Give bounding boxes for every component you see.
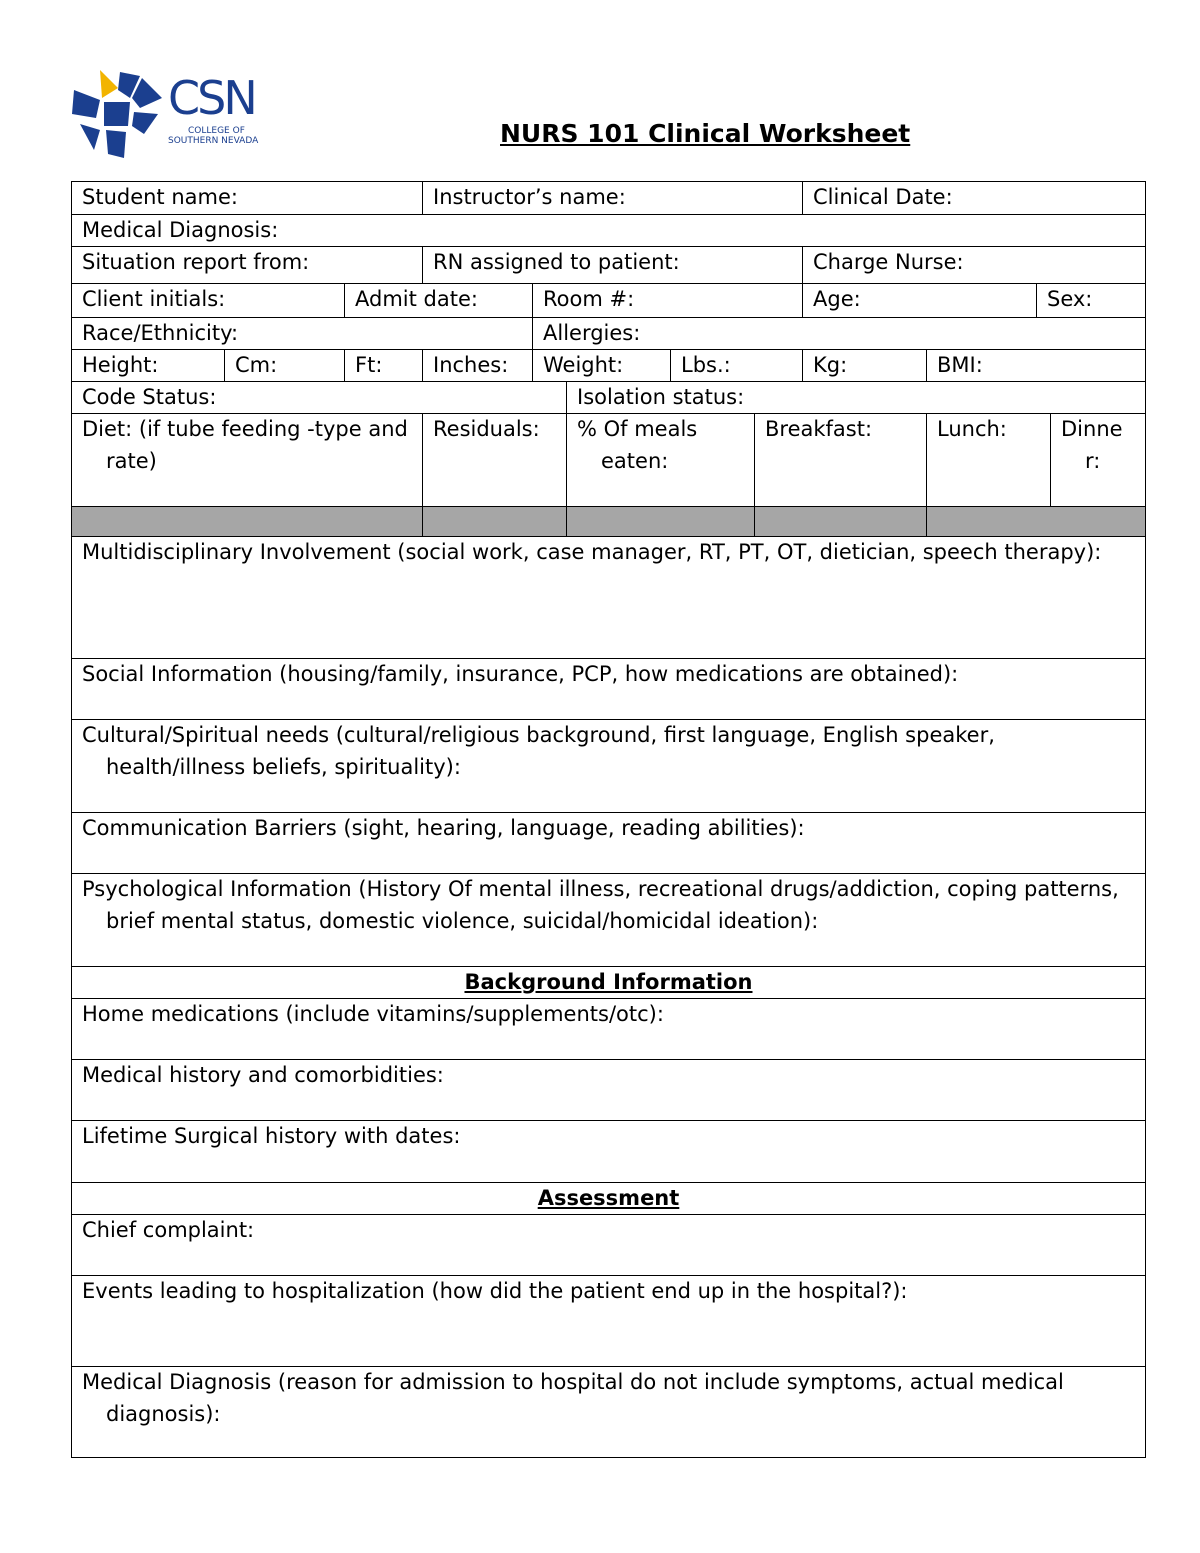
medical-diagnosis-field[interactable]: Medical Diagnosis: xyxy=(71,214,1146,247)
ft-field[interactable]: Ft: xyxy=(344,349,423,382)
clinical-date-field[interactable]: Clinical Date: xyxy=(802,181,1146,215)
kg-field[interactable]: Kg: xyxy=(802,349,927,382)
assessment-header: Assessment xyxy=(71,1182,1146,1215)
allergies-field[interactable]: Allergies: xyxy=(532,317,1146,350)
gray-divider-cell xyxy=(926,506,1146,537)
lunch-field[interactable]: Lunch: xyxy=(926,413,1051,507)
gray-divider-cell xyxy=(566,506,755,537)
logo-subtitle: COLLEGE OF SOUTHERN NEVADA xyxy=(168,126,259,146)
height-field[interactable]: Height: xyxy=(71,349,225,382)
client-initials-field[interactable]: Client initials: xyxy=(71,283,345,318)
situation-report-field[interactable]: Situation report from: xyxy=(71,246,423,284)
rn-assigned-field[interactable]: RN assigned to patient: xyxy=(422,246,803,284)
student-name-field[interactable]: Student name: xyxy=(71,181,423,215)
cultural-spiritual-field[interactable]: Cultural/Spiritual needs (cultural/religious background, first language, English speaker, health/illness beliefs, spirituality): xyxy=(71,719,1146,813)
communication-barriers-field[interactable]: Communication Barriers (sight, hearing, language, reading abilities): xyxy=(71,812,1146,874)
diet-field[interactable]: Diet: (if tube feeding -type and rate) xyxy=(71,413,423,507)
isolation-status-field[interactable]: Isolation status: xyxy=(566,381,1146,414)
sex-field[interactable]: Sex: xyxy=(1036,283,1146,318)
csn-star-icon xyxy=(70,68,168,160)
csn-logo xyxy=(70,68,270,160)
weight-field[interactable]: Weight: xyxy=(532,349,671,382)
code-status-field[interactable]: Code Status: xyxy=(71,381,567,414)
bmi-field[interactable]: BMI: xyxy=(926,349,1146,382)
page-title: NURS 101 Clinical Worksheet xyxy=(500,119,911,148)
residuals-field[interactable]: Residuals: xyxy=(422,413,567,507)
psychological-information-field[interactable]: Psychological Information (History Of mental illness, recreational drugs/addiction, coping patterns, brief mental status, domestic violence, suicidal/homicidal ideation): xyxy=(71,873,1146,967)
lbs-field[interactable]: Lbs.: xyxy=(670,349,803,382)
social-information-field[interactable]: Social Information (housing/family, insurance, PCP, how medications are obtained): xyxy=(71,658,1146,720)
events-leading-field[interactable]: Events leading to hospitalization (how did the patient end up in the hospital?): xyxy=(71,1275,1146,1367)
admit-date-field[interactable]: Admit date: xyxy=(344,283,533,318)
gray-divider-cell xyxy=(422,506,567,537)
race-ethnicity-field[interactable]: Race/Ethnicity: xyxy=(71,317,533,350)
logo-text: CSN xyxy=(168,71,255,125)
home-medications-field[interactable]: Home medications (include vitamins/supplements/otc): xyxy=(71,998,1146,1060)
cm-field[interactable]: Cm: xyxy=(224,349,345,382)
dinner-field[interactable]: Dinner: xyxy=(1050,413,1146,507)
medical-history-field[interactable]: Medical history and comorbidities: xyxy=(71,1059,1146,1121)
multidisciplinary-field[interactable]: Multidisciplinary Involvement (social work, case manager, RT, PT, OT, dietician, speech therapy): xyxy=(71,536,1146,659)
chief-complaint-field[interactable]: Chief complaint: xyxy=(71,1214,1146,1276)
medical-diagnosis-reason-field[interactable]: Medical Diagnosis (reason for admission to hospital do not include symptoms, actual medical diagnosis): xyxy=(71,1366,1146,1458)
background-information-header: Background Information xyxy=(71,966,1146,999)
gray-divider-cell xyxy=(71,506,423,537)
breakfast-field[interactable]: Breakfast: xyxy=(754,413,927,507)
gray-divider-cell xyxy=(754,506,927,537)
surgical-history-field[interactable]: Lifetime Surgical history with dates: xyxy=(71,1120,1146,1183)
inches-field[interactable]: Inches: xyxy=(422,349,533,382)
instructor-name-field[interactable]: Instructor’s name: xyxy=(422,181,803,215)
meals-eaten-field[interactable]: % Of meals eaten: xyxy=(566,413,755,507)
charge-nurse-field[interactable]: Charge Nurse: xyxy=(802,246,1146,284)
room-field[interactable]: Room #: xyxy=(532,283,803,318)
age-field[interactable]: Age: xyxy=(802,283,1037,318)
